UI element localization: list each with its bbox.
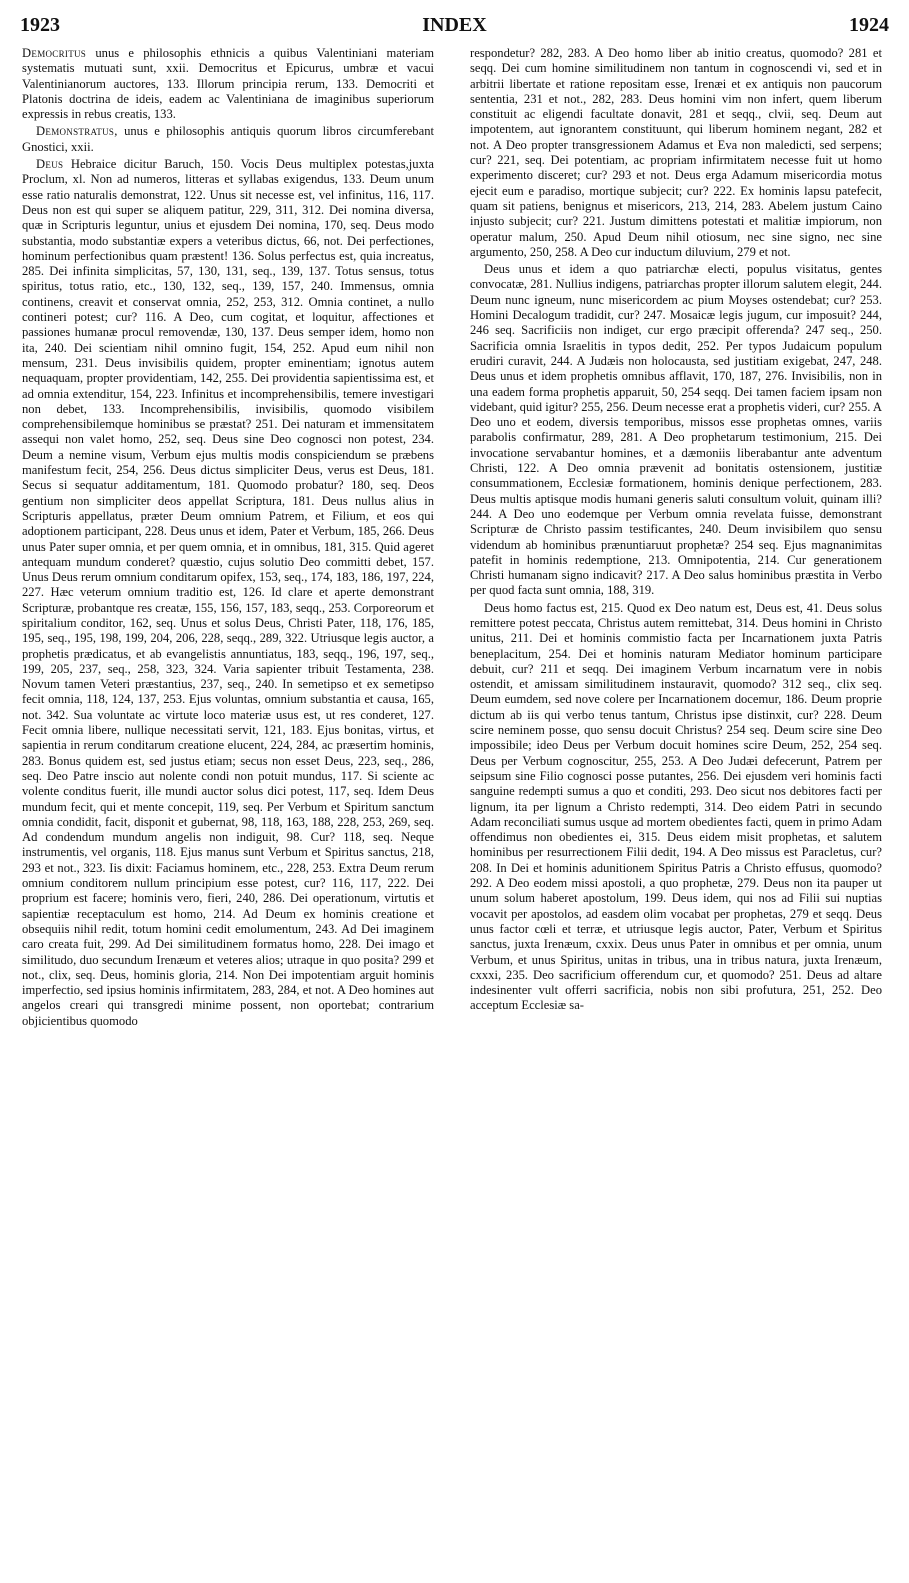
entry-text: unus e philosophis ethnicis a quibus Valentiniani materiam systematis mutuati sunt, xxii. Democritus et Epicurus, umbræ et vacui Valentinianorum auctores, 133. Illorum principia rerum, 133. Democriti et Platonis doctrina de ideis, eadem ac Valentiniana de imaginibus superiorum expressis in rebus creatis, 133. <box>22 46 434 122</box>
index-entry-democritus <box>22 46 434 122</box>
entry-heading: Democritus <box>22 46 87 60</box>
entry-text: unus e philosophis antiquis quorum libros circumferebant Gnostici, xxii. <box>22 124 434 154</box>
index-entry-paragraph: Deus homo factus est, 215. Quod ex Deo natum est, Deus est, 41. Deus solus remittere potest peccata, Christus autem remittebat, 314. Deus homini in Christo unitus, 211. Dei et hominis commistio facta per Incarnationem juxta Patris beneplacitum, 254. Dei et hominis naturam Mediator hominum participare debuit, cur? 211 et seqq. Dei imaginem Verbum incarnatum vere in nobis ostendit, et amissam similitudinem instauravit, quomodo? 312 seq., clix seq. Deum eumdem, sed nove colere per Incarnationem docemur, 186. Deum proprie dictum ab iis qui verbo tenus tantum, Christus ipse distinxit, cur? 228. Deum scire neminem posse, quo sensu docuit Christus? 254 seq. Deum scire sine Deo impossibile; ideo Deus per Verbum docuit homines scire Deum, 252, 254 seq. Deus per Verbum cognoscitur, 255, 253. A Deo Judæi defecerunt, Patrem per seipsum sine Filio cognosci posse putantes, 256. Dei ejusdem veri hominis facti sanguine redempti sumus a quo et conditi, 293. Deo sicut nos debitores facti per lignum, ita per lignum a Christo redempti, 314. Deo eidem Patri in secundo Adam reconciliati sumus usque ad mortem obedientes facti, quem in primo Adam offendimus non obedientes ei, 315. Deus eidem misit prophetas, et salutem hominibus per resurrectionem Filii dedit, 194. A Deo missus est Paracletus, cur? 208. In Dei et hominis adunitionem Spiritus Patris a Christo effusus, quomodo? 292. A Deo eodem missi apostoli, a quo prophetæ, 279. Deus non ita pauper ut unum solum haberet apostolum, 199. Deus idem, qui nos ad Filii sui nuptias vocavit per apostolos, ad easdem olim vocabat per prophetas, 279 et seqq. Deus unus factor cœli et terræ, et utriusque legis auctor, Pater, Verbum et Spiritus sanctus, juxta Irenæum, cxxix. Deus unus Pater in omnibus et per omnia, unum Verbum, et unus Spiritus, unitas in tribus, una in tribus natura, juxta Irenæum, cxxxi, 235. Deo sacrificium offerendum cur, et quomodo? 251. Deus ad altare indesinenter vult offerri sacrificia, nobis non sibi profutura, 251, 252. Deo acceptum Ecclesiæ sa- <box>470 600 882 1013</box>
index-entry-deus <box>22 157 434 1029</box>
left-page-number: 1923 <box>20 14 60 36</box>
right-page-number: 1924 <box>849 14 889 36</box>
index-entry-paragraph: Deus unus et idem a quo patriarchæ electi, populus visitatus, gentes convocatæ, 281. Nullius indigens, patriarchas propter illorum salutem elegit, 244. Deum nunc igneum, nunc misericordem ac pium Moyses ostendebat; cur? 253. Homini Decalogum tradidit, cur? 247. Mosaicæ legis jugum, cur imposuit? 244, 246 seq. Sacrificiis non indiget, cur ergo præcipit offerenda? 247 seq., 250. Sacrificia omnia Israelitis in typos dedit, 252. Per typos Judaicum populum erudiri curavit, 244. A Judæis non holocausta, sed justitiam exigebat, 247, 248. Deus unus et idem prophetis omnibus afflavit, 170, 187, 276. Invisibilis, non in una eadem forma prophetis apparuit, 50, 254 seqq. Dei tamen faciem ipsam non videbant, quid igitur? 255, 256. Deum necesse erat a prophetis videri, cur? 255. A Deo uno et eodem, diversis temporibus, missos esse prophetas omnes, variis parabolis confirmatur, 289, 281. A Deo prophetarum testimonium, 215. Dei invocatione servabantur homines, et a dæmoniis liberabantur ante adventum Christi, 122. A Deo omnia prævenit ad bonitatis ostensionem, justitiæ consummationem, Ecclesiæ formationem, hominis denique perfectionem, 283. Deus multis aptisque modis humani generis saluti consultum voluit, quinam illi? 244. A Deo uno eodemque per Verbum omnia revelata fuisse, demonstrant Scripturæ de Christo passim testificantes, 240. Deum invisibilem quo sensu videndum ab hominibus prænuntiaruut prophetæ? 254 seq. Ejus magnanimitas patefit in hominis redemptione, 213. Omnipotentia, 214. Cur generationem Christi humanam signo indicavit? 217. A Deo salus hominibus præstita in Verbo per quod facta sunt omnia, 188, 319. <box>470 262 882 598</box>
page-header <box>20 14 889 44</box>
left-column <box>22 46 434 1571</box>
right-column <box>470 46 882 1571</box>
running-title: INDEX <box>422 14 487 36</box>
entry-text: Hebraice dicitur Baruch, 150. Vocis Deus multiplex potestas,juxta Proclum, xl. Non ad numeros, litteras et syllabas exigendus, 133. Deum unum esse ratio naturalis demonstrat, 122. Unus sit necesse est, vel infinitus, 116, 117. Deus non est qui super se aliquem patitur, 229, 311, 312. Dei nomina diversa, quæ in Scripturis leguntur, unius et ejusdem Dei nomina, 170, seq. Deus modo substantia, modo substantiæ expers a veteribus dictus, 66, not. Dei perfectiones, hominum perfectionibus quam præstent! 136. Solus perfectus est, quia increatus, 285. Dei infinita simplicitas, 57, 130, 131, seq., 139, 137. Totus sensus, totus spiritus, totus ratio, etc., 130, 132, seq., 139, 157, 240. Immensus, omnia continens, creavit et conservat omnia, 252, 253, 312. Omnia continet, a nullo contineri potest; cur? 116. A Deo, cum cogitat, et loquitur, affectiones et passiones humanæ procul removendæ, 130, 137. Deus semper idem, homo non ita, 240. Dei scientiam nihil omnino fugit, 154, 252. Apud eum nihil non mensum, 231. Deus invisibilis quidem, propter eminentiam; ignotus autem nequaquam, propter providentiam, 142, 255. Dei providentia sapientissima est, et ad omnia extenditur, 154, 223. Infinitus et incomprehensibilis, temere investigari non debet, 133. Incomprehensibilis, invisibilis, quomodo visibilem comprehensibilemque hominibus se præstat? 251. Dei naturam et immensitatem assequi non valet homo, 252, seq. Deus sine Deo cognosci non potest, 234. Deum a nemine visum, Verbum ejus multis modis conspiciendum se præbens manifestum fecit, 254, 256. Deus dictus simpliciter Deus, verus est Deus, 181. Secus si sequatur additamentum, 181. Quomodo probatur? 180, seq. Deos gentium non simpliciter deos appellat Scriptura, 181. Deus nullus alius in Scripturis appellatus, præter Deum omnium Patrem, et Filium, et eos qui adoptionem participant, 228. Deus unus et idem, Pater et Verbum, 185, 266. Deus unus Pater super omnia, et per quem omnia, et in omnibus, 181, 315. Quid ageret antequam mundum conderet? quæstio, cujus solutio Deo committi debet, 157. Unus Deus rerum omnium conditarum opifex, 153, seq., 174, 183, 186, 197, 224, 227. Hæc veterum omnium traditio est, 126. Id clare et aperte demonstrant Scripturæ, probantque res creatæ, 155, 156, 157, 183, seqq., 253. Corporeorum et spiritalium conditor, 162, seq. Unus et solus Deus, Christi Pater, 118, 176, 185, 195, seq., 195, 198, 199, 204, 206, 228, seqq., 289, 322. Utriusque legis auctor, a prophetis prædicatus, et ab evangelistis annuntiatus, 183, seqq., 196, 197, seq., 199, 205, 237, seq., 258, 323, 324. Varia sapienter tribuit Testamenta, 238. Novum tamen Veteri præstantius, 237, seq., 240. In semetipso et ex semetipso fecit omnia, 118, 124, 137, 253. Ejus voluntas, omnium substantia et causa, 165, not. 342. Sua voluntate ac virtute loco materiæ usus est, ut res conderet, 127. Fecit omnia libere, nullique necessitati servit, 121, 183. Ejus bonitas, virtus, et sapientia in rerum conditarum creatione elucent, 224, 284, ac præsertim hominis, 283. Bonus quidem est, sed justus etiam; secus non esset Deus, 223, seq., 286, seq. Deo Patre inscio aut nolente condi non potuit mundus, 117. Si sciente ac volente conditus fuerit, ille mundi auctor solus dici potest, 117, seq. Idem Deus mundum fecit, qui et mente concepit, 119, seq. Per Verbum et Spiritum sanctum omnia condidit, facit, disponit et gubernat, 98, 118, 163, 188, 228, 253, 269, seq. Ad condendum mundum angelis non indiguit, 98. Cur? 118, seq. Neque instrumentis, vel organis, 118. Ejus manus sunt Verbum et Spiritus sanctus, 218, 293 et not., 323. Iis dixit: Faciamus hominem, etc., 228, 253. Extra Deum rerum omnium conditorem nullum principium esse potest, cur? 116, 117, 222. Dei proprium est facere; hominis vero, fieri, 240, 286. Dei operationum, virtutis et sapientiæ receptaculum est homo, 214. Ad Deum ex hominis creatione et obsequiis nihil redit, totum homini cedit emolumentum, 243. Ad Dei imaginem caro creata fuit, 299. Ad Dei similitudinem formatus homo, 228. Dei imago et similitudo, duo secundum Irenæum et veteres alios; utraque in quo posita? 299 et not., clix, seq. Deus, hominis gloria, 214. Non Dei impotentiam arguit hominis imperfectio, sed ipsius hominis infirmitatem, 283, 284, et not. A Deo homines aut angelos creari qui transgredi minime possent, non oportebat; contrarium objicientibus quomodo <box>22 157 434 1028</box>
index-entry-continuation: respondetur? 282, 283. A Deo homo liber ab initio creatus, quomodo? 281 et seqq. Dei cum homine similitudinem non tantum in cognoscendi vi, sed et in arbitrii libertate et ratione repositam esse, Irenæi et ex antiquis non paucorum sententia, 231 et not., 282, 283. Deus homini vim non infert, quem liberum constituit ac eligendi facultate donavit, 281 et seqq., clvii, seq. Deum aut impotentem, aut ignorantem constituunt, qui liberum hominem negant, 282 et not. A Deo propter transgressionem Adamus et Eva non maledicti, sed serpens; cur? 221, seq. Dei potentiam, ac propriam infirmitatem necesse fuit ut homo experimento disceret; cur? 293 et not. Deus erga Adamum misericordia motus ejecit eum e paradiso, mortique subjecit; cur? 222. Ex hominis lapsu patefecit, quam sit patiens, benignus et misericors, 213, 214, 283. Abelem justum Caino injusto subjecit; cur? 221. Justum dimittens potestati et malitiæ impiorum, non operatur malum, 250. Apud Deum nihil otiosum, nec sine signo, nec sine argumento, 250, 258. A Deo cur inductum diluvium, 279 et not. <box>470 46 882 259</box>
index-entry-demonstratus <box>22 124 434 155</box>
entry-heading: Demonstratus, <box>36 124 118 139</box>
entry-heading: Deus <box>36 157 64 172</box>
